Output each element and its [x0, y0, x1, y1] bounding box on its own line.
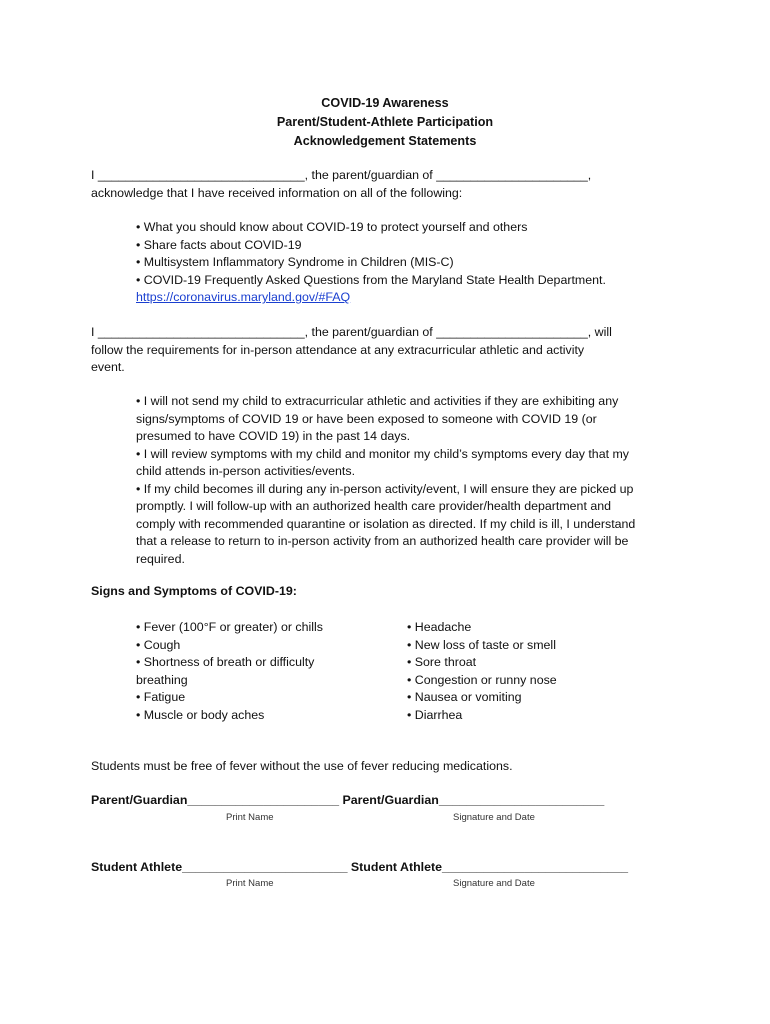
symptom-item: • New loss of taste or smell: [407, 637, 556, 652]
requirements-list: [136, 393, 644, 568]
info-item: • Share facts about COVID-19: [136, 237, 302, 252]
requirement-item: • I will not send my child to extracurricular athletic and activities if they are exhibiting any signs/symptoms of COVID 19 or have been exposed to someone with COVID 19 (or presumed to have COVID 19) in the past 14 days.: [136, 394, 619, 443]
faq-link[interactable]: https://coronavirus.maryland.gov/#FAQ: [136, 290, 351, 304]
title-line-3: Acknowledgement Statements: [293, 134, 477, 148]
requirements-line-3: event.: [91, 360, 125, 374]
requirement-item: • I will review symptoms with my child and monitor my child’s symptoms every day that my child attends in-person activities/events.: [136, 446, 629, 478]
symptoms-list-left: [136, 619, 336, 724]
parent-signature-caption: Signature and Date: [453, 812, 535, 823]
symptom-item: • Cough: [136, 637, 181, 652]
acknowledgement-line-1: I ______________________________, the parent/guardian of ______________________,: [91, 168, 592, 182]
symptom-item: • Fever (100°F or greater) or chills: [136, 620, 323, 634]
acknowledgement-line-2: acknowledge that I have received information on all of the following:: [91, 185, 463, 200]
acknowledgement-paragraph: [91, 167, 651, 202]
student-print-name-caption: Print Name: [226, 878, 274, 889]
info-item: • What you should know about COVID-19 to protect yourself and others: [136, 220, 528, 234]
fever-note: Students must be free of fever without the use of fever reducing medications.: [91, 759, 513, 773]
info-item: • Multisystem Inflammatory Syndrome in Children (MIS-C): [136, 255, 454, 269]
symptom-item: • Nausea or vomiting: [407, 690, 522, 704]
document-title: [0, 94, 770, 151]
student-signature-caption: Signature and Date: [453, 878, 535, 889]
symptom-item: • Fatigue: [136, 690, 186, 704]
symptom-item: • Diarrhea: [407, 707, 463, 722]
symptoms-list-right: [407, 619, 627, 724]
symptom-item: • Sore throat: [407, 655, 477, 669]
symptoms-heading: Signs and Symptoms of COVID-19:: [91, 584, 297, 598]
parent-signature-row[interactable]: Parent/Guardian______________________ Parent/Guardian________________________: [91, 793, 605, 807]
info-list: [136, 219, 646, 307]
symptom-item: • Muscle or body aches: [136, 707, 265, 722]
title-line-1: COVID-19 Awareness: [321, 96, 449, 110]
symptom-item: • Shortness of breath or difficulty breathing: [136, 655, 315, 687]
requirements-line-2: follow the requirements for in-person attendance at any extracurricular athletic and activity: [91, 342, 585, 357]
title-line-2: Parent/Student-Athlete Participation: [276, 115, 494, 129]
symptom-item: • Headache: [407, 620, 472, 634]
requirements-line-1: I ______________________________, the parent/guardian of ______________________, will: [91, 325, 612, 339]
requirements-paragraph: [91, 324, 651, 377]
parent-print-name-caption: Print Name: [226, 812, 274, 823]
info-item: • COVID-19 Frequently Asked Questions from the Maryland State Health Department.: [136, 272, 606, 287]
symptom-item: • Congestion or runny nose: [407, 672, 557, 687]
student-signature-row[interactable]: Student Athlete________________________ Student Athlete___________________________: [91, 860, 629, 874]
requirement-item: • If my child becomes ill during any in-person activity/event, I will ensure they are picked up promptly. I will follow-up with an authorized health care provider/health department and comply with recommended quarantine or isolation as directed. If my child is ill, I understand that a release to return to in-person activity from an authorized health care provider will be required.: [136, 481, 636, 566]
